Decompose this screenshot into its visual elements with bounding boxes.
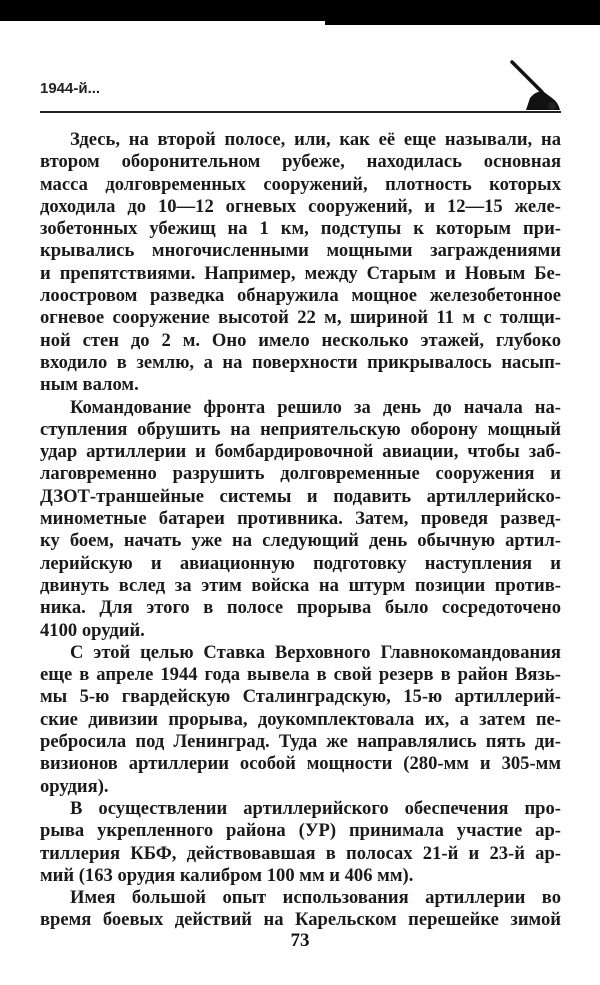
text-line: масса долговременных сооружений, плотность которых: [40, 173, 561, 195]
text-line: доходила до 10—12 огневых сооружений, и 12—15 желе-: [40, 195, 561, 217]
text-line: зобетонных убежищ на 1 км, подступы к которым при-: [40, 218, 561, 240]
text-line: время боевых действий на Карельском перешейке зимой: [40, 909, 561, 931]
text-line: двинуть вслед за этим войска на штурм позиции против-: [40, 574, 561, 596]
text-line: тиллерия КБФ, действовавшая в полосах 21-й и 23-й ар-: [40, 842, 561, 864]
text-line: визионов артиллерии особой мощности (280-мм и 305-мм: [40, 753, 561, 775]
text-line: ника. Для этого в полосе прорыва было сосредоточено: [40, 597, 561, 619]
paragraph: [40, 798, 561, 887]
page-number: 73: [290, 930, 310, 951]
text-line: огневое сооружение высотой 22 м, шириной 11 м с толщи-: [40, 307, 561, 329]
cannon-icon: [508, 58, 562, 112]
text-line: лерийскую и авиационную подготовку наступления и: [40, 552, 561, 574]
text-line: втором оборонительном рубеже, находилась основная: [40, 151, 561, 173]
text-line: ступления обрушить на неприятельскую оборону мощный: [40, 418, 561, 440]
text-line: С этой целью Ставка Верховного Главнокомандования: [70, 641, 561, 663]
text-line: ДЗОТ-траншейные системы и подавить артиллерийско-: [40, 485, 561, 507]
header-rule: [40, 111, 561, 113]
paragraph: [40, 887, 561, 932]
text-line: ские дивизии прорыва, доукомплектовала их, а затем пе-: [40, 708, 561, 730]
top-scan-border-thick: [325, 0, 600, 25]
text-line: В осуществлении артиллерийского обеспечения про-: [70, 797, 561, 819]
paragraph: [40, 129, 561, 397]
text-line: ным валом.: [40, 374, 139, 396]
text-line: 4100 орудий.: [40, 619, 145, 641]
text-line: орудия).: [40, 775, 109, 797]
text-line: входило в землю, а на поверхности прикрывалось насып-: [40, 351, 561, 373]
paragraph: [40, 642, 561, 798]
text-line: лоостровом разведка обнаружила мощное железобетонное: [40, 285, 561, 307]
text-line: мы 5-ю гвардейскую Сталинградскую, 15-ю артиллерий-: [40, 686, 561, 708]
text-line: Имея большой опыт использования артиллерии во: [70, 887, 561, 909]
text-line: крывались многочисленными мощными заграждениями: [40, 240, 561, 262]
text-line: ребросила под Ленинград. Туда же направлялись пять ди-: [40, 731, 561, 753]
paragraph: [40, 397, 561, 642]
text-line: Командование фронта решило за день до начала на-: [70, 396, 561, 418]
text-line: Здесь, на второй полосе, или, как её еще называли, на: [70, 129, 561, 150]
text-line: еще в апреле 1944 года вывела в свой резерв в район Вязь-: [40, 664, 561, 686]
text-line: рыва укрепленного района (УР) принимала участие ар-: [40, 820, 561, 842]
text-line: мий (163 орудия калибром 100 мм и 406 мм).: [40, 864, 414, 886]
text-line: лаговременно разрушить долговременные сооружения и: [40, 463, 561, 485]
text-line: ку боем, начать уже на следующий день обычную артил-: [40, 530, 561, 552]
text-line: минометные батареи противника. Затем, проведя развед-: [40, 508, 561, 530]
running-title: 1944-й...: [40, 80, 101, 97]
text-line: удар артиллерии и бомбардировочной авиации, чтобы заб-: [40, 441, 561, 463]
text-line: ной стен до 2 м. Оно имело несколько этажей, глубоко: [40, 329, 561, 351]
page-body-text: [40, 129, 561, 932]
text-line: и препятствиями. Например, между Старым и Новым Бе-: [40, 262, 561, 284]
